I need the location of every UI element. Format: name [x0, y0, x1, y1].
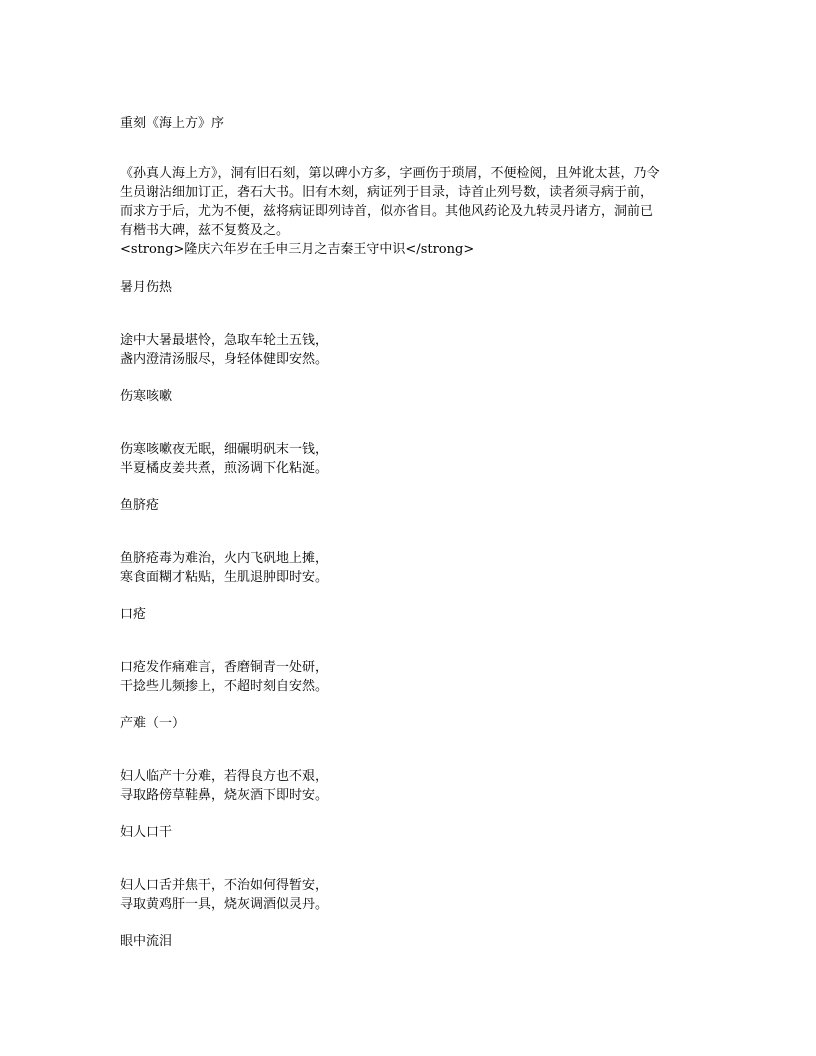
- verse-line: 伤寒咳嗽夜无眠，细碾明矾末一钱，: [120, 442, 329, 457]
- verse-line: 干捻些儿频掺上，不超时刻自安然。: [120, 679, 329, 694]
- verse-line: 盏内澄清汤服尽，身轻体健即安然。: [120, 352, 329, 367]
- verse: [120, 440, 700, 478]
- section-heading: 口疮: [120, 607, 147, 622]
- verse: [120, 549, 700, 587]
- section-heading: 伤寒咳嗽: [120, 389, 173, 404]
- preface-line: 《孙真人海上方》，洞有旧石刻，第以碑小方多，字画伤于琐屑，不便检阅，且舛讹太甚，乃令: [120, 166, 660, 181]
- verse-line: 妇人临产十分难，若得良方也不艰，: [120, 769, 329, 784]
- preface-paragraph: [120, 164, 700, 259]
- document-title: 重刻《海上方》序: [120, 116, 225, 131]
- verse-line: 妇人口舌并焦干，不治如何得暂安，: [120, 878, 329, 893]
- section-heading: 鱼脐疮: [120, 498, 160, 513]
- section-heading: 眼中流泪: [120, 934, 173, 949]
- preface-line: 生员谢沾细加订正，砻石大书。旧有木刻，病证列于目录，诗首止列号数，读者须寻病于前，: [120, 185, 654, 200]
- section-heading: 暑月伤热: [120, 280, 173, 295]
- verse: [120, 331, 700, 369]
- preface-signature: <strong>隆庆六年岁在壬申三月之吉秦王守中识</strong>: [120, 242, 475, 257]
- verse-line: 鱼脐疮毒为难治，火内飞矾地上摊，: [120, 551, 329, 566]
- verse-line: 半夏橘皮姜共煮，煎汤调下化粘涎。: [120, 461, 329, 476]
- section-heading: 妇人口干: [120, 825, 173, 840]
- section-heading: 产难（一）: [120, 716, 186, 731]
- verse: [120, 767, 700, 805]
- preface-line: 有楷书大碑，兹不复赘及之。: [120, 223, 290, 238]
- verse: [120, 876, 700, 914]
- verse-line: 寻取路傍草鞋鼻，烧灰酒下即时安。: [120, 788, 329, 803]
- verse-line: 寒食面糊才粘贴，生肌退肿即时安。: [120, 570, 329, 585]
- verse-line: 口疮发作痛难言，香磨铜青一处研，: [120, 660, 329, 675]
- verse-line: 寻取黄鸡肝一具，烧灰调酒似灵丹。: [120, 897, 329, 912]
- verse-line: 途中大暑最堪怜，急取车轮土五钱，: [120, 333, 329, 348]
- verse: [120, 658, 700, 696]
- preface-line: 而求方于后，尤为不便，兹将病证即列诗首，似亦省目。其他风药论及九转灵丹诸方，洞前已: [120, 204, 654, 219]
